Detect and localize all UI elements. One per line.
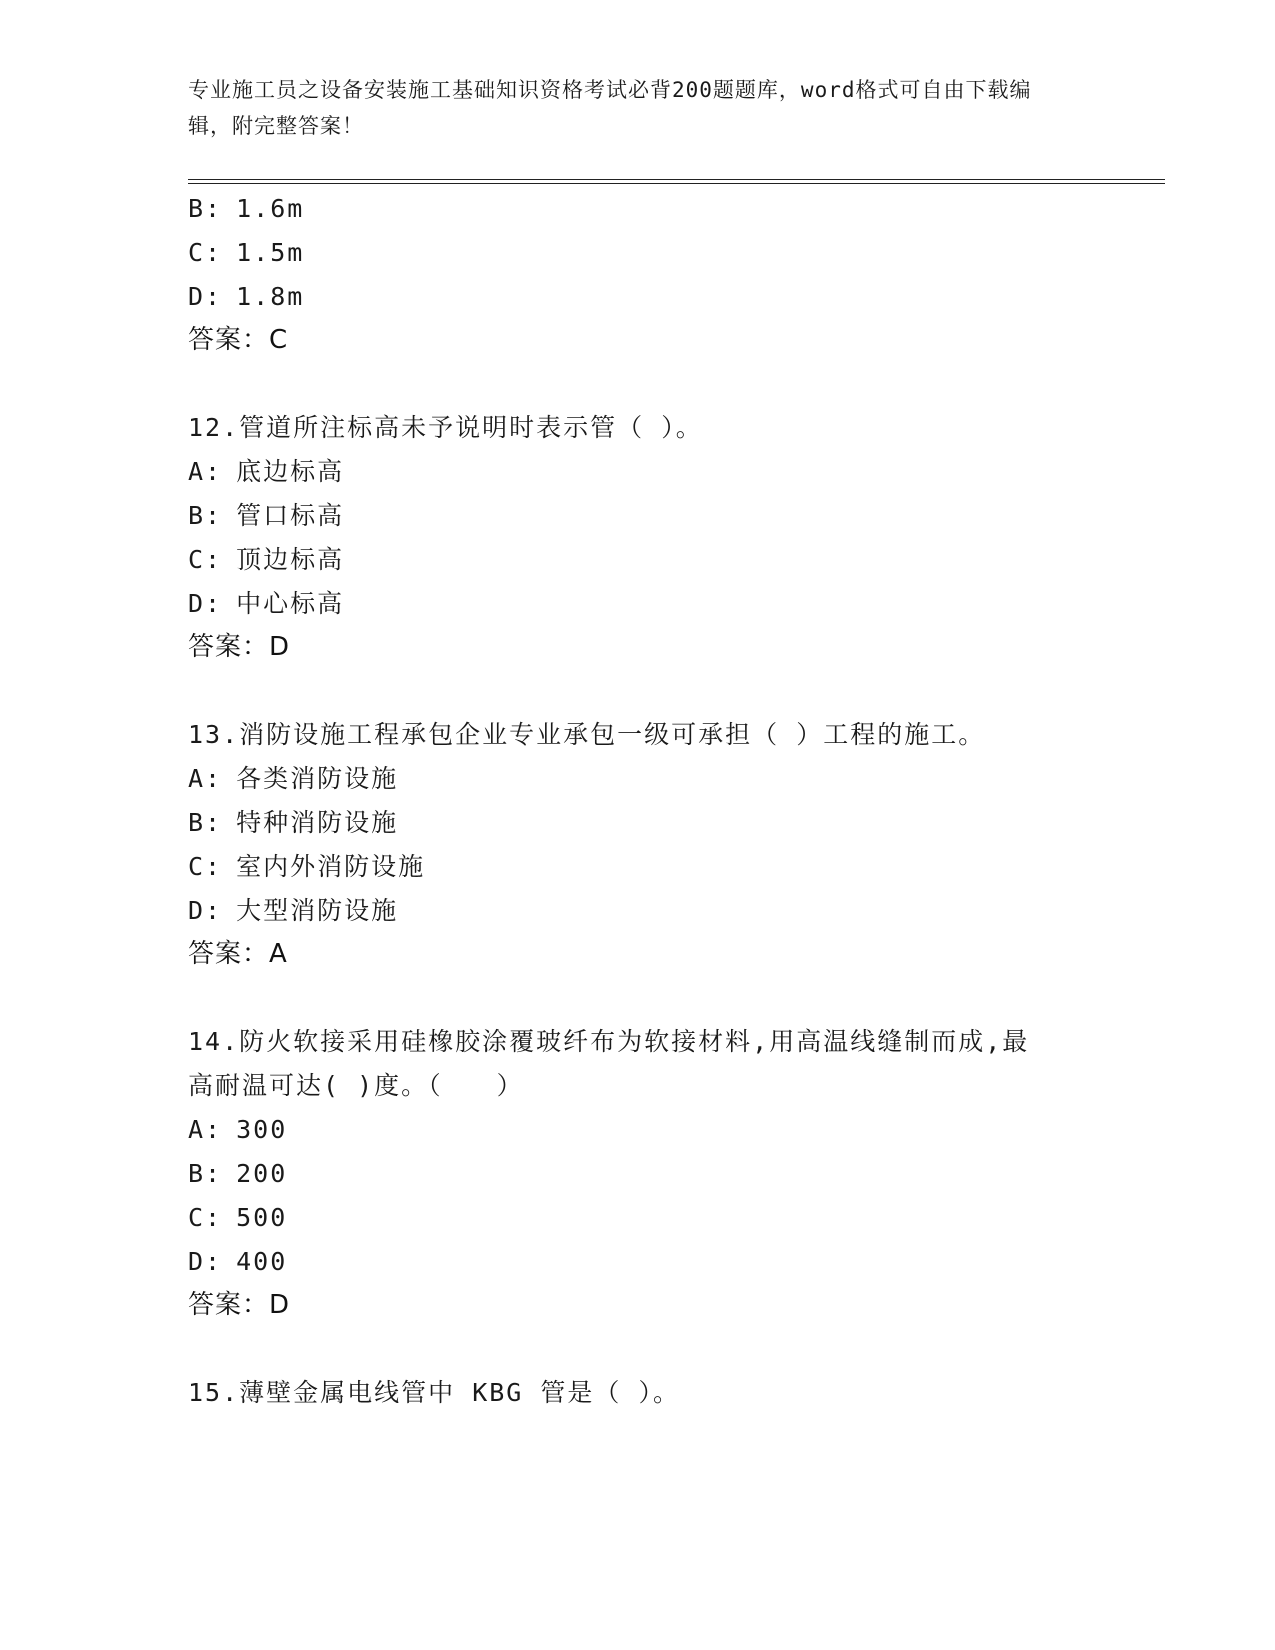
q12-option-c: C: 顶边标高 (188, 545, 345, 574)
option-d: D: 1.8m (188, 282, 305, 311)
q14-option-d: D: 400 (188, 1247, 288, 1276)
question-14-stem-line1: 14.防火软接采用硅橡胶涂覆玻纤布为软接材料,用高温线缝制而成,最 (188, 1027, 1030, 1056)
q13-option-b: B: 特种消防设施 (188, 808, 399, 837)
q14-option-a: A: 300 (188, 1115, 288, 1144)
document-title: 专业施工员之设备安装施工基础知识资格考试必背200题题库，word格式可自由下载编辑，附完整答案！ (188, 78, 1032, 138)
option-b: B: 1.6m (188, 194, 305, 223)
option-c: C: 1.5m (188, 238, 305, 267)
q12-option-a: A: 底边标高 (188, 457, 345, 486)
q13-option-c: C: 室内外消防设施 (188, 852, 426, 881)
answer-11: 答案：C (188, 325, 289, 355)
q13-option-a: A: 各类消防设施 (188, 764, 399, 793)
header-divider-top (188, 179, 1165, 180)
q12-option-b: B: 管口标高 (188, 501, 345, 530)
answer-12: 答案：D (188, 632, 291, 662)
q14-option-c: C: 500 (188, 1203, 288, 1232)
q12-option-d: D: 中心标高 (188, 589, 345, 618)
question-13-stem: 13.消防设施工程承包企业专业承包一级可承担（ ）工程的施工。 (188, 720, 986, 749)
answer-14: 答案：D (188, 1290, 291, 1320)
question-12-stem: 12.管道所注标高未予说明时表示管（ ）。 (188, 413, 703, 442)
answer-13: 答案：A (188, 939, 288, 969)
question-15-stem: 15.薄壁金属电线管中 KBG 管是（ ）。 (188, 1378, 680, 1407)
document-header (188, 72, 1068, 144)
header-divider-bottom (188, 183, 1165, 184)
q14-option-b: B: 200 (188, 1159, 288, 1188)
question-14-stem-line2: 高耐温可达( )度。（ ） (188, 1071, 524, 1100)
q13-option-d: D: 大型消防设施 (188, 896, 399, 925)
